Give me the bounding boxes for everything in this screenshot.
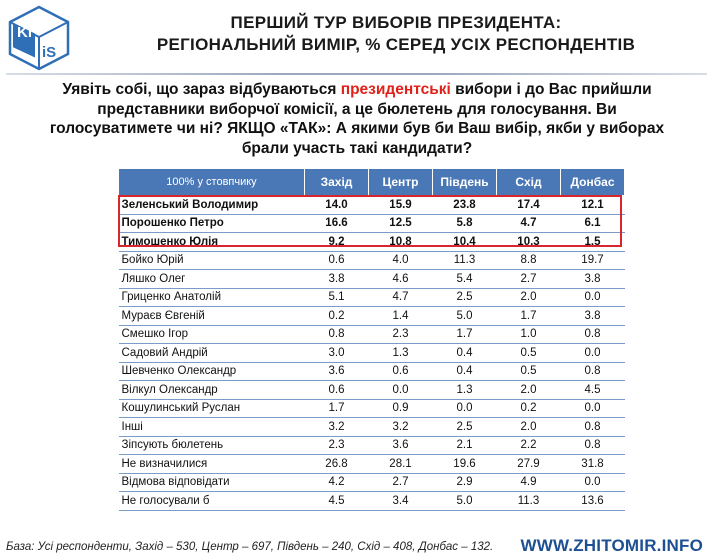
candidate-name: Зеленський Володимир — [119, 196, 305, 215]
table-cell-value: 3.4 — [369, 492, 433, 511]
candidate-name: Відмова відповідати — [119, 473, 305, 492]
table-cell-value: 11.3 — [497, 492, 561, 511]
table-cell-value: 28.1 — [369, 455, 433, 474]
candidate-name: Смешко Ігор — [119, 325, 305, 344]
table-cell-value: 2.3 — [305, 436, 369, 455]
table-cell-value: 17.4 — [497, 196, 561, 215]
candidate-name: Ляшко Олег — [119, 270, 305, 289]
table-cell-value: 4.0 — [369, 251, 433, 270]
table-cell-value: 3.8 — [305, 270, 369, 289]
table-cell-value: 0.0 — [561, 473, 625, 492]
table-cell-value: 3.0 — [305, 344, 369, 363]
table-cell-value: 0.0 — [369, 381, 433, 400]
table-cell-value: 0.8 — [561, 418, 625, 437]
candidate-name: Тимошенко Юлія — [119, 233, 305, 252]
table-cell-value: 27.9 — [497, 455, 561, 474]
table-body — [119, 196, 625, 511]
table-cell-value: 0.6 — [305, 251, 369, 270]
table-cell-value: 2.7 — [369, 473, 433, 492]
table-cell-value: 14.0 — [305, 196, 369, 215]
table-row — [119, 196, 625, 215]
candidate-name: Не визначилися — [119, 455, 305, 474]
table-cell-value: 12.5 — [369, 214, 433, 233]
table-header-row — [119, 169, 625, 196]
table-cell-value: 11.3 — [433, 251, 497, 270]
candidate-name: Інші — [119, 418, 305, 437]
table-row — [119, 251, 625, 270]
header-column-south: Південь — [433, 169, 497, 196]
table-row — [119, 381, 625, 400]
table-cell-value: 13.6 — [561, 492, 625, 511]
source-watermark: WWW.ZHITOMIR.INFO — [520, 536, 703, 555]
candidate-name: Гриценко Анатолій — [119, 288, 305, 307]
table-cell-value: 6.1 — [561, 214, 625, 233]
table-row — [119, 233, 625, 252]
candidate-name: Бойко Юрій — [119, 251, 305, 270]
table-cell-value: 0.8 — [305, 325, 369, 344]
candidate-name: Мураєв Євгеній — [119, 307, 305, 326]
footnote-base: База: Усі респонденти, Захід – 530, Центр – 697, Південь – 240, Схід – 408, Донбас – 132. — [6, 541, 494, 553]
header-column-center: Центр — [369, 169, 433, 196]
table-cell-value: 2.0 — [497, 418, 561, 437]
kiis-logo — [6, 4, 72, 72]
header-column-east: Схід — [497, 169, 561, 196]
candidate-name: Порошенко Петро — [119, 214, 305, 233]
table-cell-value: 1.3 — [369, 344, 433, 363]
logo-text-is: iS — [42, 44, 57, 61]
table-cell-value: 2.5 — [433, 288, 497, 307]
table-cell-value: 0.0 — [433, 399, 497, 418]
question-part-1: Уявіть собі, що зараз відбуваються — [62, 81, 341, 98]
table-row — [119, 214, 625, 233]
header-column-west: Захід — [305, 169, 369, 196]
table-row — [119, 473, 625, 492]
table-cell-value: 19.7 — [561, 251, 625, 270]
table-cell-value: 2.9 — [433, 473, 497, 492]
table-cell-value: 0.8 — [561, 436, 625, 455]
table-cell-value: 15.9 — [369, 196, 433, 215]
table-cell-value: 0.0 — [561, 399, 625, 418]
table-row — [119, 418, 625, 437]
header-column-percent: 100% у стовпчику — [119, 169, 305, 196]
table-cell-value: 8.8 — [497, 251, 561, 270]
table-row — [119, 455, 625, 474]
table-cell-value: 1.7 — [497, 307, 561, 326]
table-cell-value: 0.6 — [369, 362, 433, 381]
table-cell-value: 0.8 — [561, 362, 625, 381]
table-cell-value: 5.4 — [433, 270, 497, 289]
table-cell-value: 3.6 — [369, 436, 433, 455]
table-cell-value: 2.7 — [497, 270, 561, 289]
table-cell-value: 4.2 — [305, 473, 369, 492]
table-cell-value: 0.2 — [305, 307, 369, 326]
table-cell-value: 0.6 — [305, 381, 369, 400]
table-cell-value: 0.0 — [561, 288, 625, 307]
table-cell-value: 0.4 — [433, 344, 497, 363]
table-cell-value: 2.2 — [497, 436, 561, 455]
table-cell-value: 5.0 — [433, 492, 497, 511]
table-cell-value: 1.3 — [433, 381, 497, 400]
table-cell-value: 4.5 — [305, 492, 369, 511]
table-cell-value: 2.0 — [497, 381, 561, 400]
table-row — [119, 344, 625, 363]
table-cell-value: 2.3 — [369, 325, 433, 344]
title-line-1: ПЕРШИЙ ТУР ВИБОРІВ ПРЕЗИДЕНТА: — [230, 13, 562, 32]
table-cell-value: 3.8 — [561, 270, 625, 289]
table-row — [119, 399, 625, 418]
table-cell-value: 3.6 — [305, 362, 369, 381]
table-cell-value: 9.2 — [305, 233, 369, 252]
table-cell-value: 1.0 — [497, 325, 561, 344]
results-table — [118, 168, 625, 511]
table-cell-value: 19.6 — [433, 455, 497, 474]
table-cell-value: 5.1 — [305, 288, 369, 307]
table-cell-value: 0.4 — [433, 362, 497, 381]
table-row — [119, 436, 625, 455]
table-cell-value: 10.8 — [369, 233, 433, 252]
survey-question — [34, 80, 680, 158]
table-cell-value: 1.7 — [433, 325, 497, 344]
title-line-2: РЕГІОНАЛЬНИЙ ВИМІР, % СЕРЕД УСІХ РЕСПОНДЕНТІВ — [156, 35, 636, 54]
table-row — [119, 307, 625, 326]
title-divider — [6, 73, 707, 75]
page-title — [86, 12, 706, 56]
table-cell-value: 5.0 — [433, 307, 497, 326]
table-cell-value: 2.5 — [433, 418, 497, 437]
table-cell-value: 5.8 — [433, 214, 497, 233]
table-cell-value: 26.8 — [305, 455, 369, 474]
table-cell-value: 1.4 — [369, 307, 433, 326]
table-cell-value: 4.6 — [369, 270, 433, 289]
candidate-name: Шевченко Олександр — [119, 362, 305, 381]
table-cell-value: 23.8 — [433, 196, 497, 215]
candidate-name: Не голосували б — [119, 492, 305, 511]
question-part-2: вибори і до Вас прийшли представники виборчої комісії, а це бюлетень для голосування. Ви голосуватимете чи ні? ЯКЩО «ТАК»: А якими був би Ваш вибір, якби у виборах брали участь такі кандидати? — [49, 81, 665, 157]
table-cell-value: 31.8 — [561, 455, 625, 474]
table-row — [119, 270, 625, 289]
table-cell-value: 0.8 — [561, 325, 625, 344]
table-cell-value: 0.5 — [497, 362, 561, 381]
table-cell-value: 0.0 — [561, 344, 625, 363]
table-cell-value: 4.9 — [497, 473, 561, 492]
table-cell-value: 0.5 — [497, 344, 561, 363]
logo-text-ki: Ki — [17, 24, 32, 41]
table-cell-value: 16.6 — [305, 214, 369, 233]
table-cell-value: 4.5 — [561, 381, 625, 400]
table-cell-value: 3.2 — [305, 418, 369, 437]
table-row — [119, 325, 625, 344]
table-cell-value: 1.5 — [561, 233, 625, 252]
table-cell-value: 2.0 — [497, 288, 561, 307]
table-cell-value: 1.7 — [305, 399, 369, 418]
table-row — [119, 492, 625, 511]
table-cell-value: 3.8 — [561, 307, 625, 326]
table-row — [119, 288, 625, 307]
table-cell-value: 4.7 — [369, 288, 433, 307]
candidate-name: Зіпсують бюлетень — [119, 436, 305, 455]
candidate-name: Садовий Андрій — [119, 344, 305, 363]
table-cell-value: 12.1 — [561, 196, 625, 215]
table-cell-value: 0.9 — [369, 399, 433, 418]
table-cell-value: 4.7 — [497, 214, 561, 233]
table-cell-value: 3.2 — [369, 418, 433, 437]
table-cell-value: 2.1 — [433, 436, 497, 455]
table-cell-value: 0.2 — [497, 399, 561, 418]
candidate-name: Кошулинський Руслан — [119, 399, 305, 418]
question-highlight: президентські — [340, 81, 451, 98]
header-column-donbas: Донбас — [561, 169, 625, 196]
table-row — [119, 362, 625, 381]
candidate-name: Вілкул Олександр — [119, 381, 305, 400]
table-cell-value: 10.3 — [497, 233, 561, 252]
table-cell-value: 10.4 — [433, 233, 497, 252]
